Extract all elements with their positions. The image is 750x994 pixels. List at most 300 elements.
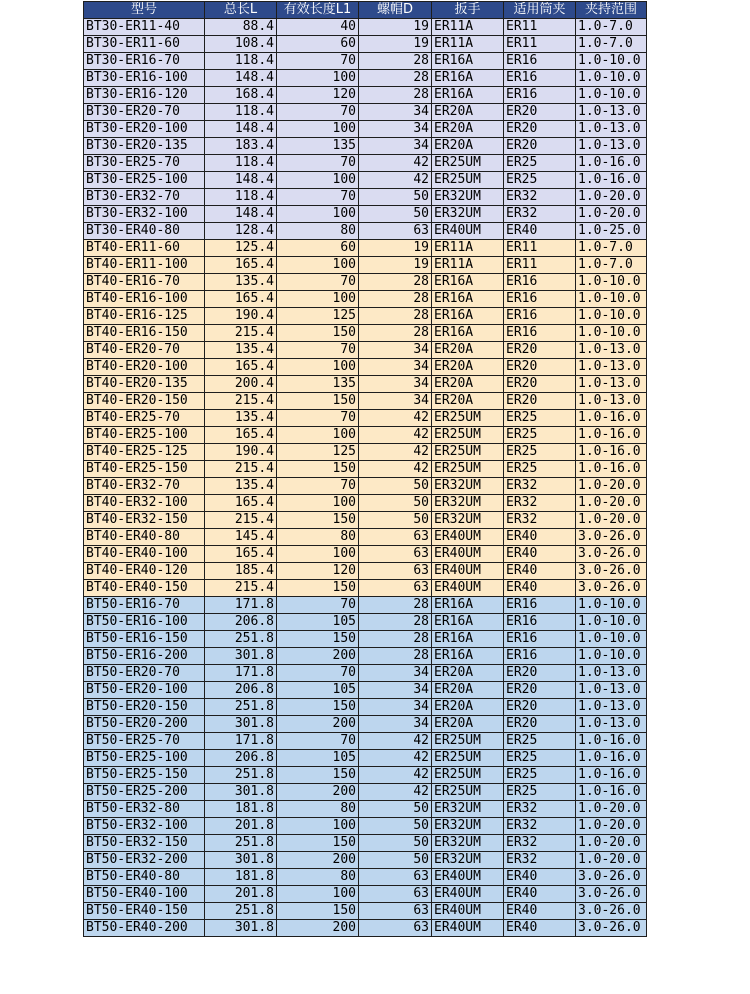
clamping-range-cell: 3.0-26.0: [576, 546, 647, 563]
model-cell: BT50-ER16-150: [84, 631, 205, 648]
table-row: [84, 767, 647, 784]
total-length-cell: 185.4: [205, 563, 277, 580]
table-row: [84, 903, 647, 920]
effective-length-cell: 100: [277, 886, 359, 903]
effective-length-cell: 100: [277, 495, 359, 512]
clamping-range-cell: 1.0-16.0: [576, 733, 647, 750]
nut-diameter-cell: 50: [359, 852, 432, 869]
effective-length-cell: 70: [277, 53, 359, 70]
clamping-range-cell: 3.0-26.0: [576, 886, 647, 903]
nut-diameter-cell: 42: [359, 172, 432, 189]
header-model: 型号: [84, 2, 205, 19]
header-collet: 适用筒夹: [504, 2, 576, 19]
clamping-range-cell: 1.0-13.0: [576, 342, 647, 359]
wrench-cell: ER11A: [432, 257, 504, 274]
clamping-range-cell: 3.0-26.0: [576, 563, 647, 580]
wrench-cell: ER25UM: [432, 172, 504, 189]
table-row: [84, 869, 647, 886]
nut-diameter-cell: 50: [359, 835, 432, 852]
model-cell: BT30-ER11-40: [84, 19, 205, 36]
effective-length-cell: 200: [277, 648, 359, 665]
nut-diameter-cell: 42: [359, 733, 432, 750]
table-row: [84, 325, 647, 342]
effective-length-cell: 150: [277, 835, 359, 852]
effective-length-cell: 100: [277, 359, 359, 376]
total-length-cell: 215.4: [205, 393, 277, 410]
total-length-cell: 206.8: [205, 614, 277, 631]
nut-diameter-cell: 34: [359, 359, 432, 376]
total-length-cell: 128.4: [205, 223, 277, 240]
collet-cell: ER20: [504, 682, 576, 699]
clamping-range-cell: 1.0-10.0: [576, 87, 647, 104]
total-length-cell: 181.8: [205, 869, 277, 886]
total-length-cell: 125.4: [205, 240, 277, 257]
effective-length-cell: 100: [277, 546, 359, 563]
total-length-cell: 171.8: [205, 665, 277, 682]
model-cell: BT40-ER20-150: [84, 393, 205, 410]
nut-diameter-cell: 42: [359, 410, 432, 427]
collet-cell: ER25: [504, 733, 576, 750]
collet-cell: ER16: [504, 87, 576, 104]
nut-diameter-cell: 63: [359, 903, 432, 920]
clamping-range-cell: 1.0-16.0: [576, 172, 647, 189]
model-cell: BT50-ER20-150: [84, 699, 205, 716]
table-header: [84, 2, 647, 19]
table-row: [84, 529, 647, 546]
table-row: [84, 597, 647, 614]
wrench-cell: ER20A: [432, 376, 504, 393]
model-cell: BT50-ER20-100: [84, 682, 205, 699]
header-nut-diameter: 螺帽D: [359, 2, 432, 19]
clamping-range-cell: 1.0-10.0: [576, 70, 647, 87]
total-length-cell: 145.4: [205, 529, 277, 546]
wrench-cell: ER20A: [432, 121, 504, 138]
table-row: [84, 920, 647, 937]
model-cell: BT30-ER20-100: [84, 121, 205, 138]
model-cell: BT30-ER40-80: [84, 223, 205, 240]
total-length-cell: 135.4: [205, 478, 277, 495]
table-row: [84, 835, 647, 852]
effective-length-cell: 80: [277, 529, 359, 546]
clamping-range-cell: 3.0-26.0: [576, 920, 647, 937]
nut-diameter-cell: 34: [359, 342, 432, 359]
table-row: [84, 427, 647, 444]
nut-diameter-cell: 50: [359, 495, 432, 512]
clamping-range-cell: 1.0-20.0: [576, 801, 647, 818]
effective-length-cell: 100: [277, 818, 359, 835]
wrench-cell: ER25UM: [432, 155, 504, 172]
table-row: [84, 733, 647, 750]
effective-length-cell: 80: [277, 869, 359, 886]
nut-diameter-cell: 50: [359, 189, 432, 206]
total-length-cell: 251.8: [205, 767, 277, 784]
model-cell: BT30-ER16-70: [84, 53, 205, 70]
table-row: [84, 818, 647, 835]
wrench-cell: ER40UM: [432, 223, 504, 240]
model-cell: BT40-ER16-70: [84, 274, 205, 291]
nut-diameter-cell: 42: [359, 784, 432, 801]
clamping-range-cell: 1.0-13.0: [576, 104, 647, 121]
wrench-cell: ER16A: [432, 325, 504, 342]
model-cell: BT50-ER16-100: [84, 614, 205, 631]
model-cell: BT40-ER20-135: [84, 376, 205, 393]
effective-length-cell: 70: [277, 410, 359, 427]
model-cell: BT40-ER32-100: [84, 495, 205, 512]
effective-length-cell: 150: [277, 461, 359, 478]
collet-cell: ER20: [504, 359, 576, 376]
effective-length-cell: 70: [277, 189, 359, 206]
model-cell: BT50-ER20-200: [84, 716, 205, 733]
model-cell: BT50-ER25-150: [84, 767, 205, 784]
total-length-cell: 171.8: [205, 597, 277, 614]
effective-length-cell: 150: [277, 512, 359, 529]
collet-cell: ER20: [504, 104, 576, 121]
collet-cell: ER25: [504, 172, 576, 189]
nut-diameter-cell: 28: [359, 614, 432, 631]
nut-diameter-cell: 42: [359, 155, 432, 172]
clamping-range-cell: 1.0-13.0: [576, 393, 647, 410]
model-cell: BT50-ER40-150: [84, 903, 205, 920]
nut-diameter-cell: 34: [359, 104, 432, 121]
model-cell: BT30-ER32-70: [84, 189, 205, 206]
collet-cell: ER20: [504, 393, 576, 410]
wrench-cell: ER40UM: [432, 903, 504, 920]
spec-table: [83, 1, 647, 937]
collet-cell: ER32: [504, 801, 576, 818]
clamping-range-cell: 1.0-20.0: [576, 852, 647, 869]
table-row: [84, 121, 647, 138]
clamping-range-cell: 1.0-7.0: [576, 19, 647, 36]
collet-cell: ER32: [504, 206, 576, 223]
clamping-range-cell: 1.0-13.0: [576, 665, 647, 682]
total-length-cell: 301.8: [205, 648, 277, 665]
nut-diameter-cell: 28: [359, 70, 432, 87]
collet-cell: ER40: [504, 869, 576, 886]
clamping-range-cell: 1.0-13.0: [576, 359, 647, 376]
collet-cell: ER25: [504, 767, 576, 784]
clamping-range-cell: 1.0-13.0: [576, 121, 647, 138]
model-cell: BT50-ER32-150: [84, 835, 205, 852]
table-row: [84, 393, 647, 410]
wrench-cell: ER20A: [432, 665, 504, 682]
model-cell: BT40-ER20-100: [84, 359, 205, 376]
table-row: [84, 104, 647, 121]
header-effective-length: 有效长度L1: [277, 2, 359, 19]
model-cell: BT40-ER11-60: [84, 240, 205, 257]
total-length-cell: 135.4: [205, 410, 277, 427]
nut-diameter-cell: 42: [359, 444, 432, 461]
model-cell: BT50-ER32-100: [84, 818, 205, 835]
table-row: [84, 886, 647, 903]
nut-diameter-cell: 28: [359, 274, 432, 291]
nut-diameter-cell: 28: [359, 325, 432, 342]
nut-diameter-cell: 28: [359, 291, 432, 308]
clamping-range-cell: 1.0-20.0: [576, 835, 647, 852]
effective-length-cell: 150: [277, 325, 359, 342]
total-length-cell: 201.8: [205, 886, 277, 903]
model-cell: BT50-ER40-200: [84, 920, 205, 937]
wrench-cell: ER25UM: [432, 750, 504, 767]
effective-length-cell: 70: [277, 733, 359, 750]
collet-cell: ER32: [504, 818, 576, 835]
wrench-cell: ER25UM: [432, 461, 504, 478]
wrench-cell: ER20A: [432, 138, 504, 155]
collet-cell: ER32: [504, 495, 576, 512]
total-length-cell: 135.4: [205, 342, 277, 359]
collet-cell: ER16: [504, 291, 576, 308]
effective-length-cell: 100: [277, 70, 359, 87]
wrench-cell: ER25UM: [432, 784, 504, 801]
collet-cell: ER25: [504, 155, 576, 172]
clamping-range-cell: 1.0-20.0: [576, 818, 647, 835]
model-cell: BT40-ER16-150: [84, 325, 205, 342]
table-row: [84, 478, 647, 495]
wrench-cell: ER40UM: [432, 869, 504, 886]
total-length-cell: 165.4: [205, 359, 277, 376]
nut-diameter-cell: 42: [359, 427, 432, 444]
model-cell: BT50-ER25-200: [84, 784, 205, 801]
collet-cell: ER16: [504, 614, 576, 631]
total-length-cell: 215.4: [205, 512, 277, 529]
clamping-range-cell: 1.0-16.0: [576, 410, 647, 427]
clamping-range-cell: 1.0-16.0: [576, 767, 647, 784]
total-length-cell: 148.4: [205, 121, 277, 138]
effective-length-cell: 135: [277, 138, 359, 155]
collet-cell: ER20: [504, 342, 576, 359]
nut-diameter-cell: 19: [359, 19, 432, 36]
collet-cell: ER16: [504, 325, 576, 342]
total-length-cell: 165.4: [205, 546, 277, 563]
table-row: [84, 563, 647, 580]
collet-cell: ER25: [504, 410, 576, 427]
model-cell: BT30-ER11-60: [84, 36, 205, 53]
collet-cell: ER16: [504, 597, 576, 614]
nut-diameter-cell: 28: [359, 87, 432, 104]
model-cell: BT40-ER32-150: [84, 512, 205, 529]
collet-cell: ER16: [504, 274, 576, 291]
clamping-range-cell: 1.0-13.0: [576, 682, 647, 699]
model-cell: BT30-ER20-70: [84, 104, 205, 121]
total-length-cell: 251.8: [205, 835, 277, 852]
effective-length-cell: 150: [277, 903, 359, 920]
model-cell: BT40-ER16-100: [84, 291, 205, 308]
nut-diameter-cell: 42: [359, 750, 432, 767]
collet-cell: ER32: [504, 478, 576, 495]
table-body: [84, 19, 647, 937]
wrench-cell: ER16A: [432, 70, 504, 87]
nut-diameter-cell: 19: [359, 36, 432, 53]
effective-length-cell: 70: [277, 665, 359, 682]
table-row: [84, 274, 647, 291]
effective-length-cell: 200: [277, 920, 359, 937]
total-length-cell: 301.8: [205, 784, 277, 801]
model-cell: BT30-ER25-70: [84, 155, 205, 172]
clamping-range-cell: 1.0-10.0: [576, 648, 647, 665]
effective-length-cell: 70: [277, 478, 359, 495]
effective-length-cell: 80: [277, 223, 359, 240]
total-length-cell: 206.8: [205, 750, 277, 767]
wrench-cell: ER16A: [432, 597, 504, 614]
wrench-cell: ER40UM: [432, 546, 504, 563]
model-cell: BT40-ER40-80: [84, 529, 205, 546]
effective-length-cell: 120: [277, 563, 359, 580]
collet-cell: ER20: [504, 716, 576, 733]
total-length-cell: 251.8: [205, 631, 277, 648]
wrench-cell: ER16A: [432, 291, 504, 308]
total-length-cell: 301.8: [205, 716, 277, 733]
nut-diameter-cell: 34: [359, 138, 432, 155]
model-cell: BT40-ER40-150: [84, 580, 205, 597]
collet-cell: ER40: [504, 886, 576, 903]
model-cell: BT50-ER40-100: [84, 886, 205, 903]
table-row: [84, 36, 647, 53]
table-row: [84, 138, 647, 155]
wrench-cell: ER32UM: [432, 478, 504, 495]
total-length-cell: 251.8: [205, 699, 277, 716]
effective-length-cell: 200: [277, 852, 359, 869]
nut-diameter-cell: 34: [359, 665, 432, 682]
effective-length-cell: 100: [277, 206, 359, 223]
clamping-range-cell: 1.0-13.0: [576, 716, 647, 733]
wrench-cell: ER16A: [432, 53, 504, 70]
table-row: [84, 19, 647, 36]
clamping-range-cell: 1.0-16.0: [576, 461, 647, 478]
clamping-range-cell: 1.0-10.0: [576, 308, 647, 325]
total-length-cell: 135.4: [205, 274, 277, 291]
model-cell: BT40-ER11-100: [84, 257, 205, 274]
effective-length-cell: 70: [277, 597, 359, 614]
wrench-cell: ER25UM: [432, 767, 504, 784]
model-cell: BT40-ER40-100: [84, 546, 205, 563]
total-length-cell: 215.4: [205, 461, 277, 478]
wrench-cell: ER20A: [432, 682, 504, 699]
collet-cell: ER40: [504, 903, 576, 920]
collet-cell: ER16: [504, 308, 576, 325]
collet-cell: ER16: [504, 648, 576, 665]
nut-diameter-cell: 34: [359, 682, 432, 699]
model-cell: BT50-ER32-200: [84, 852, 205, 869]
wrench-cell: ER40UM: [432, 563, 504, 580]
clamping-range-cell: 3.0-26.0: [576, 869, 647, 886]
total-length-cell: 148.4: [205, 172, 277, 189]
table-row: [84, 240, 647, 257]
effective-length-cell: 100: [277, 121, 359, 138]
total-length-cell: 118.4: [205, 53, 277, 70]
wrench-cell: ER16A: [432, 308, 504, 325]
collet-cell: ER11: [504, 257, 576, 274]
clamping-range-cell: 1.0-7.0: [576, 36, 647, 53]
total-length-cell: 118.4: [205, 155, 277, 172]
nut-diameter-cell: 42: [359, 461, 432, 478]
nut-diameter-cell: 28: [359, 648, 432, 665]
effective-length-cell: 40: [277, 19, 359, 36]
effective-length-cell: 60: [277, 240, 359, 257]
nut-diameter-cell: 63: [359, 223, 432, 240]
total-length-cell: 148.4: [205, 206, 277, 223]
nut-diameter-cell: 63: [359, 529, 432, 546]
nut-diameter-cell: 19: [359, 257, 432, 274]
nut-diameter-cell: 28: [359, 308, 432, 325]
total-length-cell: 165.4: [205, 257, 277, 274]
clamping-range-cell: 1.0-16.0: [576, 784, 647, 801]
clamping-range-cell: 1.0-16.0: [576, 155, 647, 172]
clamping-range-cell: 1.0-13.0: [576, 138, 647, 155]
wrench-cell: ER25UM: [432, 410, 504, 427]
model-cell: BT40-ER25-100: [84, 427, 205, 444]
clamping-range-cell: 1.0-10.0: [576, 291, 647, 308]
nut-diameter-cell: 63: [359, 886, 432, 903]
wrench-cell: ER20A: [432, 342, 504, 359]
wrench-cell: ER16A: [432, 614, 504, 631]
table-row: [84, 189, 647, 206]
effective-length-cell: 200: [277, 784, 359, 801]
nut-diameter-cell: 63: [359, 546, 432, 563]
clamping-range-cell: 1.0-13.0: [576, 376, 647, 393]
wrench-cell: ER11A: [432, 240, 504, 257]
collet-cell: ER32: [504, 835, 576, 852]
table-row: [84, 70, 647, 87]
wrench-cell: ER16A: [432, 274, 504, 291]
model-cell: BT40-ER20-70: [84, 342, 205, 359]
model-cell: BT50-ER16-70: [84, 597, 205, 614]
clamping-range-cell: 3.0-26.0: [576, 580, 647, 597]
model-cell: BT50-ER16-200: [84, 648, 205, 665]
wrench-cell: ER16A: [432, 648, 504, 665]
total-length-cell: 251.8: [205, 903, 277, 920]
table-row: [84, 852, 647, 869]
clamping-range-cell: 1.0-10.0: [576, 631, 647, 648]
collet-cell: ER20: [504, 121, 576, 138]
table-row: [84, 342, 647, 359]
total-length-cell: 201.8: [205, 818, 277, 835]
collet-cell: ER32: [504, 189, 576, 206]
total-length-cell: 215.4: [205, 580, 277, 597]
model-cell: BT40-ER16-125: [84, 308, 205, 325]
wrench-cell: ER32UM: [432, 818, 504, 835]
collet-cell: ER20: [504, 699, 576, 716]
clamping-range-cell: 1.0-13.0: [576, 699, 647, 716]
table-row: [84, 359, 647, 376]
nut-diameter-cell: 50: [359, 818, 432, 835]
total-length-cell: 215.4: [205, 325, 277, 342]
header-total-length: 总长L: [205, 2, 277, 19]
effective-length-cell: 150: [277, 580, 359, 597]
collet-cell: ER32: [504, 852, 576, 869]
clamping-range-cell: 1.0-10.0: [576, 325, 647, 342]
total-length-cell: 165.4: [205, 291, 277, 308]
effective-length-cell: 70: [277, 104, 359, 121]
wrench-cell: ER25UM: [432, 733, 504, 750]
collet-cell: ER11: [504, 19, 576, 36]
table-row: [84, 206, 647, 223]
wrench-cell: ER20A: [432, 393, 504, 410]
table-row: [84, 172, 647, 189]
wrench-cell: ER32UM: [432, 801, 504, 818]
table-row: [84, 512, 647, 529]
effective-length-cell: 105: [277, 750, 359, 767]
total-length-cell: 165.4: [205, 495, 277, 512]
table-row: [84, 716, 647, 733]
model-cell: BT50-ER25-100: [84, 750, 205, 767]
wrench-cell: ER32UM: [432, 189, 504, 206]
nut-diameter-cell: 19: [359, 240, 432, 257]
total-length-cell: 118.4: [205, 189, 277, 206]
table-row: [84, 444, 647, 461]
model-cell: BT30-ER32-100: [84, 206, 205, 223]
table-row: [84, 750, 647, 767]
nut-diameter-cell: 34: [359, 121, 432, 138]
table-row: [84, 87, 647, 104]
